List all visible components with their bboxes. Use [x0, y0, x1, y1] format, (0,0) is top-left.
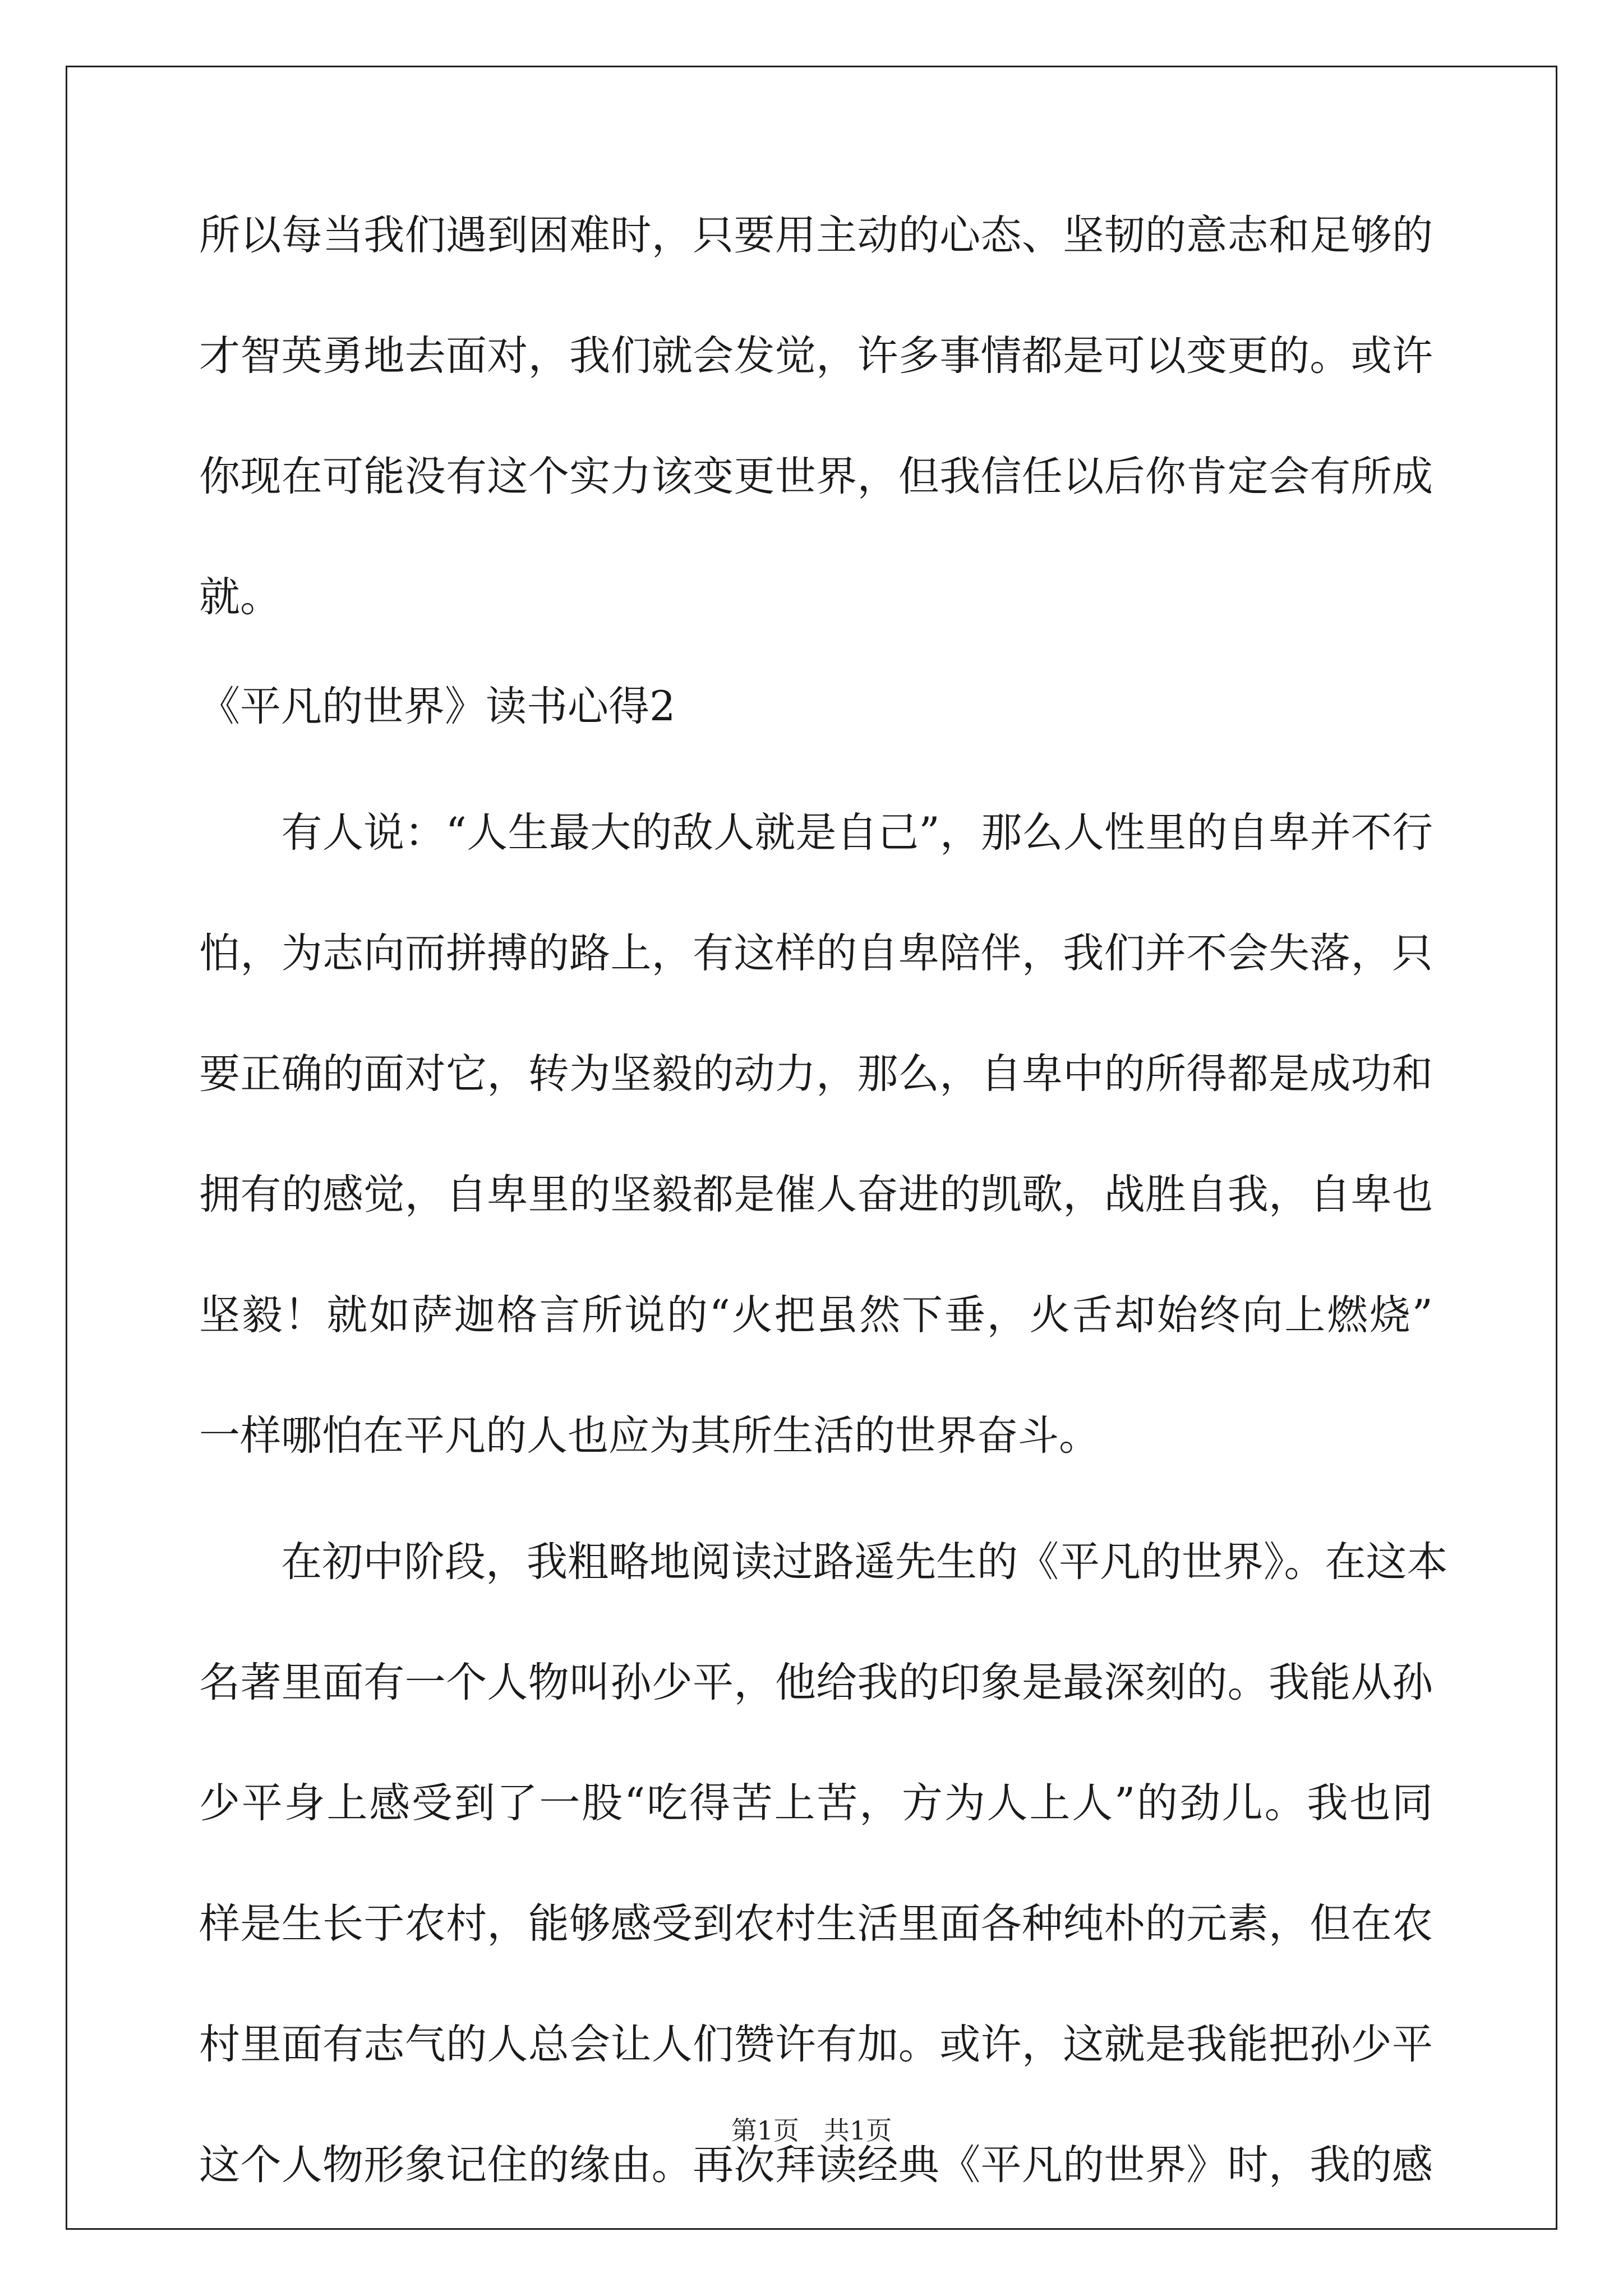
section-title: 《平凡的世界》读书心得2	[199, 683, 676, 730]
text-line: 就。	[199, 573, 281, 621]
text-line: 怕，为志向而拼搏的路上，有这样的自卑陪伴，我们并不会失落，只	[199, 930, 1433, 977]
text-line: 才智英勇地去面对，我们就会发觉，许多事情都是可以变更的。或许	[199, 332, 1433, 380]
text-line: 在初中阶段，我粗略地阅读过路遥先生的《平凡的世界》。在这本	[199, 1538, 1448, 1586]
paragraph-2	[199, 805, 1433, 1464]
text-line: 有人说：“人生最大的敌人就是自己”，那么人性里的自卑并不行	[199, 809, 1433, 857]
text-line: 你现在可能没有这个实力该变更世界，但我信任以后你肯定会有所成	[199, 453, 1433, 500]
paragraph-3	[199, 1534, 1448, 2193]
paragraph-1	[199, 208, 1433, 625]
text-line: 一样哪怕在平凡的人也应为其所生活的世界奋斗。	[199, 1412, 1100, 1460]
page-number: 第1页	[731, 2115, 799, 2146]
text-line: 所以每当我们遇到困难时，只要用主动的心态、坚韧的意志和足够的	[199, 211, 1433, 259]
text-line: 拥有的感觉，自卑里的坚毅都是催人奋进的凯歌，战胜自我，自卑也	[199, 1171, 1433, 1218]
text-line: 这个人物形象记住的缘由。再次拜读经典《平凡的世界》时，我的感	[199, 2141, 1433, 2189]
text-line: 村里面有志气的人总会让人们赞许有加。或许，这就是我能把孙少平	[199, 2021, 1433, 2068]
text-line: 要正确的面对它，转为坚毅的动力，那么，自卑中的所得都是成功和	[199, 1050, 1433, 1098]
text-line: 坚毅！就如萨迦格言所说的“火把虽然下垂，火舌却始终向上燃烧”	[199, 1291, 1433, 1339]
text-line: 样是生长于农村，能够感受到农村生活里面各种纯朴的元素，但在农	[199, 1900, 1433, 1948]
text-line: 名著里面有一个人物叫孙少平，他给我的印象是最深刻的。我能从孙	[199, 1659, 1433, 1706]
page-footer	[0, 2114, 1623, 2147]
document-body	[199, 208, 1448, 2193]
page-total: 共1页	[824, 2115, 892, 2146]
text-line: 少平身上感受到了一股“吃得苦上苦，方为人上人”的劲儿。我也同	[199, 1779, 1433, 1827]
